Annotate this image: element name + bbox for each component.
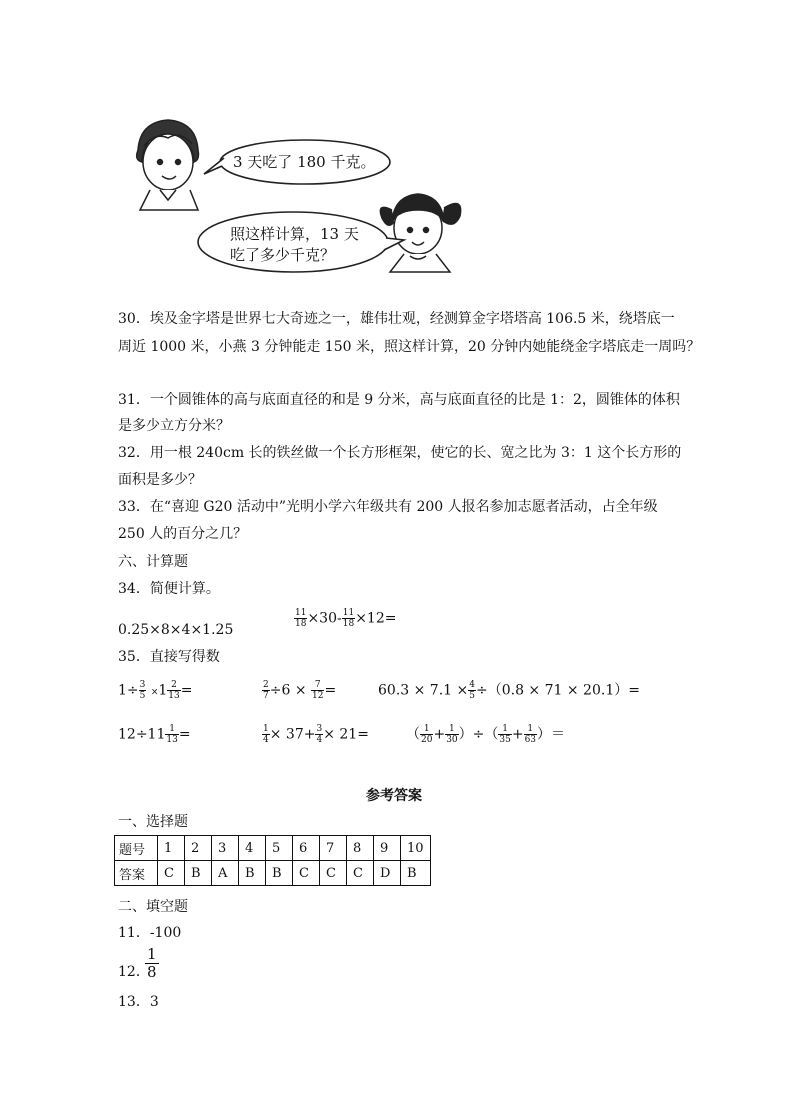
section-6-heading: 六、计算题 (118, 554, 188, 570)
girl-speech-line1: 照这样计算，13 天 (230, 225, 359, 243)
fraction: $\frac{11}{18}$ (295, 608, 307, 629)
fraction: $\frac{11}{18}$ (342, 608, 355, 629)
answer-12-label: 12． (118, 964, 150, 980)
answer-table (114, 835, 431, 886)
q33-line2: 250 人的百分之几？ (118, 526, 248, 542)
table-cell: B (185, 861, 212, 886)
answer-13: 13．3 (118, 994, 159, 1010)
girl-speech-line2: 吃了多少千克？ (230, 246, 336, 264)
table-row (115, 861, 431, 886)
q30-line1: 30．埃及金字塔是世界七大奇迹之一，雄伟壮观，经测算金字塔塔高 106.5 米，绕塔底一 (118, 311, 675, 327)
q35-r1-e1: 1÷ $\frac{3}{5}$ ×1 $\frac{2}{13}$ = (118, 680, 193, 701)
table-cell: D (374, 861, 401, 886)
table-cell: A (212, 861, 239, 886)
q34-expr2: $\frac{11}{18}$ ×30- $\frac{11}{18}$ ×12= (295, 608, 397, 629)
q34-title: 34．简便计算。 (118, 581, 220, 597)
table-cell: C (320, 861, 347, 886)
q32-line1: 32．用一根 240cm 长的铁丝做一个长方形框架，使它的长、宽之比为 3：1 这个长方形的 (118, 445, 682, 461)
girl-figure (380, 194, 460, 272)
q33-line1: 33．在“喜迎 G20 活动中”光明小学六年级共有 200 人报名参加志愿者活动，占全年级 (118, 499, 658, 515)
table-cell: B (401, 861, 431, 886)
table-cell: 题号 (115, 836, 158, 861)
table-cell: 5 (266, 836, 293, 861)
table-row (115, 836, 431, 861)
q31-line1: 31．一个圆锥体的高与底面直径的和是 9 分米，高与底面直径的比是 1：2，圆锥体的体积 (118, 392, 680, 408)
boy-speech-text: 3 天吃了 180 千克。 (233, 153, 376, 171)
table-cell: B (266, 861, 293, 886)
table-cell: 6 (293, 836, 320, 861)
q35-r2-e3: （ $\frac{1}{20}$ + $\frac{1}{30}$ ）÷（ $\frac{1}{35}$ + $\frac{1}{63}$ ）＝ (406, 724, 566, 745)
table-cell: 4 (239, 836, 266, 861)
q32-line2: 面积是多少？ (118, 472, 202, 488)
answers-section-2: 二、填空题 (118, 899, 188, 915)
table-cell: 3 (212, 836, 239, 861)
table-cell: C (347, 861, 374, 886)
boy-figure (137, 120, 199, 210)
table-cell: 9 (374, 836, 401, 861)
q35-r2-e1: 12÷11 $\frac{1}{13}$ = (118, 724, 191, 745)
q34-expr1: 0.25×8×4×1.25 (118, 622, 234, 638)
table-cell: 10 (401, 836, 431, 861)
table-cell: B (239, 861, 266, 886)
answer-11: 11．-100 (118, 925, 182, 941)
q35-title: 35．直接写得数 (118, 649, 220, 665)
table-cell: 1 (158, 836, 185, 861)
q35-r1-e2: $\frac{2}{7}$ ÷6 × $\frac{7}{12}$ = (263, 680, 337, 701)
q30-line2: 周近 1000 米，小燕 3 分钟能走 150 米，照这样计算，20 分钟内她能绕金字塔底走一周吗？ (118, 339, 701, 355)
table-cell: 8 (347, 836, 374, 861)
answers-section-1: 一、选择题 (118, 814, 188, 830)
table-cell: C (158, 861, 185, 886)
answers-title: 参考答案 (366, 788, 422, 804)
q35-r1-e3: 60.3 × 7.1 × $\frac{4}{5}$ ÷（0.8 × 71 × 20.1）= (378, 680, 640, 701)
table-cell: 7 (320, 836, 347, 861)
table-cell: 2 (185, 836, 212, 861)
table-cell: C (293, 861, 320, 886)
q31-line2: 是多少立方分米？ (118, 418, 230, 434)
table-cell: 答案 (115, 861, 158, 886)
answer-12-fraction: 1 8 (147, 945, 157, 981)
q35-r2-e2: $\frac{1}{4}$ × 37+ $\frac{3}{4}$ × 21= (263, 724, 369, 745)
